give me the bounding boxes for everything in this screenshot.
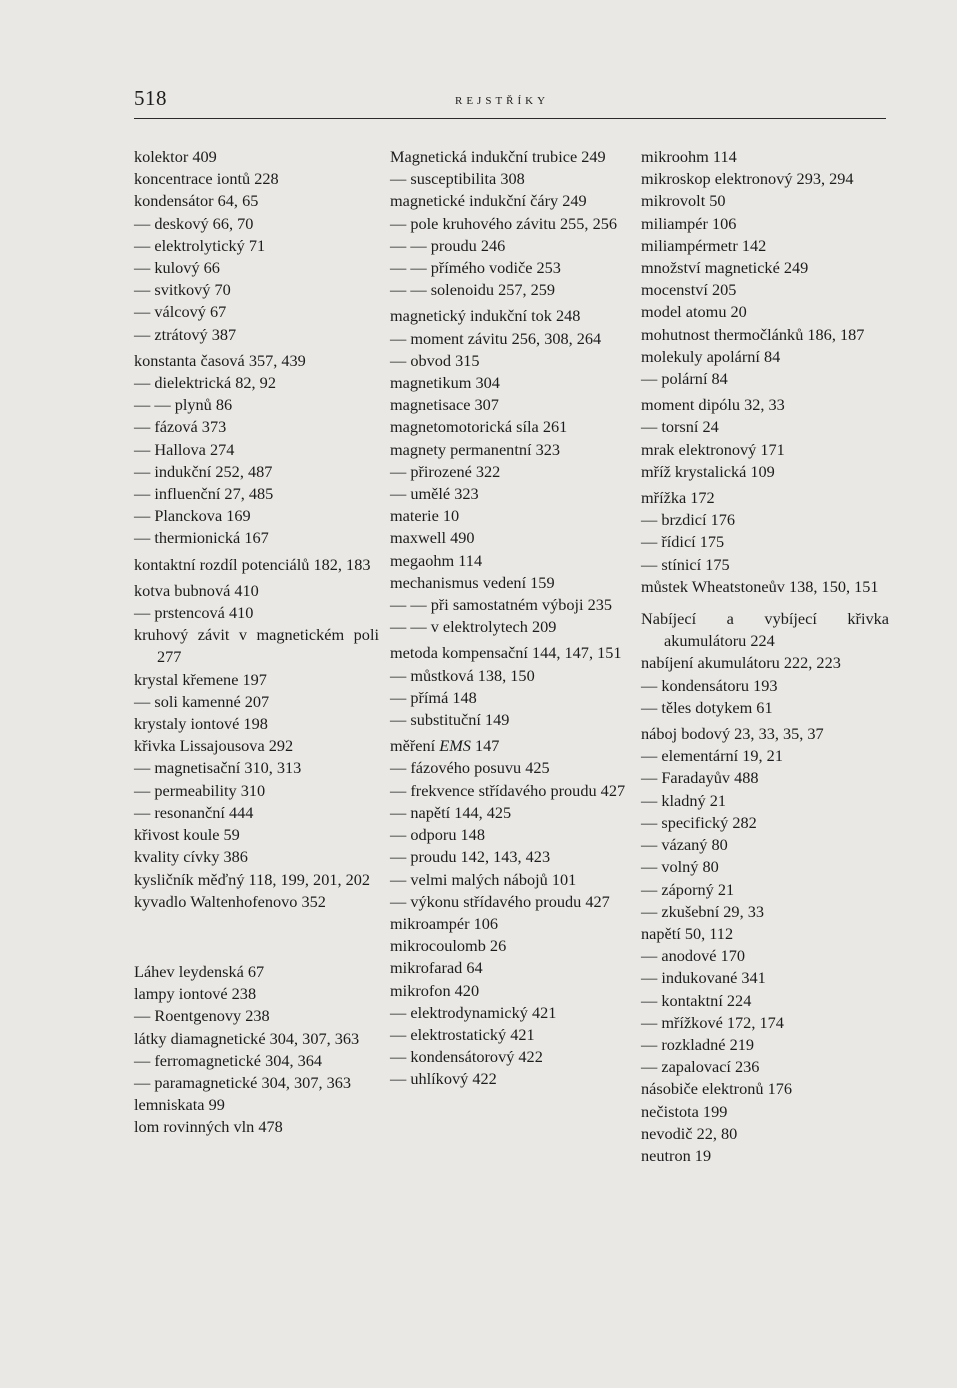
index-entry: — susceptibilita 308 (390, 169, 525, 189)
index-entry: — zapalovací 236 (641, 1057, 760, 1077)
index-entry: mikroampér 106 (390, 913, 499, 933)
index-entry: lemniskata 99 (134, 1095, 225, 1115)
index-entry: — těles dotykem 61 (641, 697, 773, 717)
index-entry: Nabíjecí a vybíjecí křivka akumulátoru 224 (641, 609, 889, 651)
index-entry: mikroohm 114 (641, 147, 737, 166)
index-entry: magnetomotorická síla 261 (390, 417, 568, 437)
index-entry: — Planckova 169 (134, 506, 251, 526)
index-entry: — deskový 66, 70 (134, 213, 254, 233)
index-entry: — můstková 138, 150 (390, 665, 535, 685)
header-rule (134, 118, 886, 119)
index-entry: kruhový závit v magnetickém poli 277 (134, 625, 379, 667)
index-entry: — ferromagnetické 304, 364 (134, 1050, 323, 1070)
index-entry: magnetikum 304 (390, 373, 500, 393)
index-entry: kondensátor 64, 65 (134, 191, 259, 211)
index-entry: — anodové 170 (641, 946, 745, 966)
index-entry: — kladný 21 (641, 790, 727, 810)
index-entry: látky diamagnetické 304, 307, 363 (134, 1028, 360, 1048)
index-entry: — influenční 27, 485 (134, 484, 274, 504)
index-entry: — substituční 149 (390, 710, 510, 730)
index-entry: kysličník měďný 118, 199, 201, 202 (134, 869, 371, 889)
index-column-3 (641, 146, 889, 1167)
index-entry: — obvod 315 (390, 350, 480, 370)
index-entry: — elektrostatický 421 (390, 1024, 535, 1044)
index-entry: — velmi malých nábojů 101 (390, 869, 577, 889)
index-entry: nabíjení akumulátoru 222, 223 (641, 653, 841, 673)
index-entry: — fázového posuvu 425 (390, 758, 550, 778)
index-entry: mříž krystalická 109 (641, 461, 775, 481)
index-entry: neutron 19 (641, 1145, 712, 1165)
index-entry: magnety permanentní 323 (390, 439, 560, 459)
index-entry: — — při samostatném výboji 235 (390, 595, 613, 615)
index-entry: — — přímého vodiče 253 (390, 258, 561, 278)
index-entry: — polární 84 (641, 369, 728, 389)
index-entry: — odporu 148 (390, 825, 485, 845)
index-entry: — torsní 24 (641, 417, 719, 437)
index-entry: kotva bubnová 410 (134, 580, 259, 600)
index-entry: — vázaný 80 (641, 835, 728, 855)
index-entry: — rozkladné 219 (641, 1034, 755, 1054)
index-entry: mohutnost thermočlánků 186, 187 (641, 324, 865, 344)
index-entry: násobiče elektronů 176 (641, 1079, 793, 1099)
index-entry: — kulový 66 (134, 258, 220, 278)
index-entry: model atomu 20 (641, 302, 747, 322)
index-entry: — umělé 323 (390, 484, 479, 504)
index-entry: nečistota 199 (641, 1101, 728, 1121)
index-entry: — indukované 341 (641, 968, 766, 988)
index-entry: kvality cívky 386 (134, 847, 248, 867)
index-entry: — — plynů 86 (134, 395, 233, 415)
index-entry: — Roentgenovy 238 (134, 1006, 270, 1026)
index-entry: — kondensátoru 193 (641, 675, 778, 695)
index-entry: miliampér 106 (641, 213, 737, 233)
index-entry: — magnetisační 310, 313 (134, 758, 302, 778)
index-entry: megaohm 114 (390, 550, 483, 570)
index-entry: — výkonu střídavého proudu 427 (390, 891, 610, 911)
index-entry: magnetický indukční tok 248 (390, 306, 581, 326)
index-entry: — Faradayův 488 (641, 768, 759, 788)
index-entry: — uhlíkový 422 (390, 1069, 497, 1089)
index-entry: — — proudu 246 (390, 235, 506, 255)
index-entry: — zkušební 29, 33 (641, 901, 764, 921)
index-entry: moment dipólu 32, 33 (641, 395, 785, 415)
index-entry: kontaktní rozdíl potenciálů 182, 183 (134, 554, 371, 574)
index-entry: lom rovinných vln 478 (134, 1117, 283, 1137)
index-entry: — proudu 142, 143, 423 (390, 847, 551, 867)
index-entry: lampy iontové 238 (134, 984, 257, 1004)
index-entry: mikrofon 420 (390, 980, 480, 1000)
index-entry: — elementární 19, 21 (641, 746, 783, 766)
index-entry: — svitkový 70 (134, 280, 231, 300)
index-entry: napětí 50, 112 (641, 923, 734, 943)
index-entry: kolektor 409 (134, 147, 217, 166)
index-entry: — Hallova 274 (134, 439, 235, 459)
index-entry: krystaly iontové 198 (134, 714, 268, 734)
index-entry: — — v elektrolytech 209 (390, 617, 557, 637)
index-entry: — volný 80 (641, 857, 719, 877)
index-entry: mikrofarad 64 (390, 958, 483, 978)
index-entry: — mřížkové 172, 174 (641, 1012, 784, 1032)
index-entry: — válcový 67 (134, 302, 227, 322)
index-column-2 (390, 146, 635, 1091)
index-entry: mechanismus vedení 159 (390, 572, 555, 592)
index-entry: mrak elektronový 171 (641, 439, 785, 459)
index-column-1 (134, 146, 379, 1139)
page-number: 518 (134, 86, 167, 110)
index-entry: můstek Wheatstoneův 138, 150, 151 (641, 576, 879, 596)
index-entry: — ztrátový 387 (134, 324, 237, 344)
index-entry: — specifický 282 (641, 812, 757, 832)
index-entry: — soli kamenné 207 (134, 691, 270, 711)
index-entry: — přirozené 322 (390, 461, 501, 481)
index-entry: — kondensátorový 422 (390, 1047, 543, 1067)
index-entry: — — solenoidu 257, 259 (390, 280, 556, 300)
index-entry: Magnetická indukční trubice 249 (390, 147, 606, 166)
index-entry: — thermionická 167 (134, 528, 269, 548)
index-entry: — moment závitu 256, 308, 264 (390, 328, 602, 348)
index-entry: mikroskop elektronový 293, 294 (641, 169, 854, 189)
index-entry: — pole kruhového závitu 255, 256 (390, 213, 617, 233)
index-entry: krystal křemene 197 (134, 669, 267, 689)
index-entry: magnetické indukční čáry 249 (390, 191, 587, 211)
index-entry: — paramagnetické 304, 307, 363 (134, 1072, 352, 1092)
index-entry: — řídicí 175 (641, 532, 725, 552)
index-entry: mikrocoulomb 26 (390, 936, 507, 956)
index-entry: mocenství 205 (641, 280, 737, 300)
running-head: REJSTŘÍKY (455, 95, 550, 107)
index-entry: materie 10 (390, 506, 460, 526)
index-entry: — indukční 252, 487 (134, 461, 273, 481)
index-entry: — elektrolytický 71 (134, 235, 266, 255)
index-entry: miliampérmetr 142 (641, 235, 767, 255)
index-entry: nevodič 22, 80 (641, 1123, 738, 1143)
index-entry: mřížka 172 (641, 488, 715, 508)
index-entry: molekuly apolární 84 (641, 346, 781, 366)
index-entry: — napětí 144, 425 (390, 802, 512, 822)
index-entry: křivost koule 59 (134, 825, 240, 845)
index-entry: Láhev leydenská 67 (134, 961, 265, 981)
index-entry: magnetisace 307 (390, 395, 499, 415)
index-entry: — kontaktní 224 (641, 990, 752, 1010)
index-entry: množství magnetické 249 (641, 258, 809, 278)
index-entry: — resonanční 444 (134, 802, 254, 822)
index-entry: — permeability 310 (134, 780, 266, 800)
index-entry: metoda kompensační 144, 147, 151 (390, 643, 622, 663)
index-entry: křivka Lissajousova 292 (134, 736, 294, 756)
index-entry: mikrovolt 50 (641, 191, 726, 211)
index-entry: — dielektrická 82, 92 (134, 373, 276, 393)
index-entry: náboj bodový 23, 33, 35, 37 (641, 724, 824, 744)
index-entry: — fázová 373 (134, 417, 227, 437)
index-entry: měření EMS 147 (390, 736, 500, 756)
index-entry: kyvadlo Waltenhofenovo 352 (134, 891, 326, 911)
index-entry: koncentrace iontů 228 (134, 169, 279, 189)
index-entry: — záporný 21 (641, 879, 735, 899)
index-entry: — přímá 148 (390, 687, 477, 707)
index-entry: — elektrodynamický 421 (390, 1002, 557, 1022)
index-entry: — frekvence střídavého proudu 427 (390, 780, 626, 800)
index-entry: — brzdicí 176 (641, 510, 736, 530)
index-entry: — prstencová 410 (134, 603, 254, 623)
index-entry: konstanta časová 357, 439 (134, 350, 306, 370)
index-entry: — stínicí 175 (641, 554, 730, 574)
index-entry: maxwell 490 (390, 528, 475, 548)
